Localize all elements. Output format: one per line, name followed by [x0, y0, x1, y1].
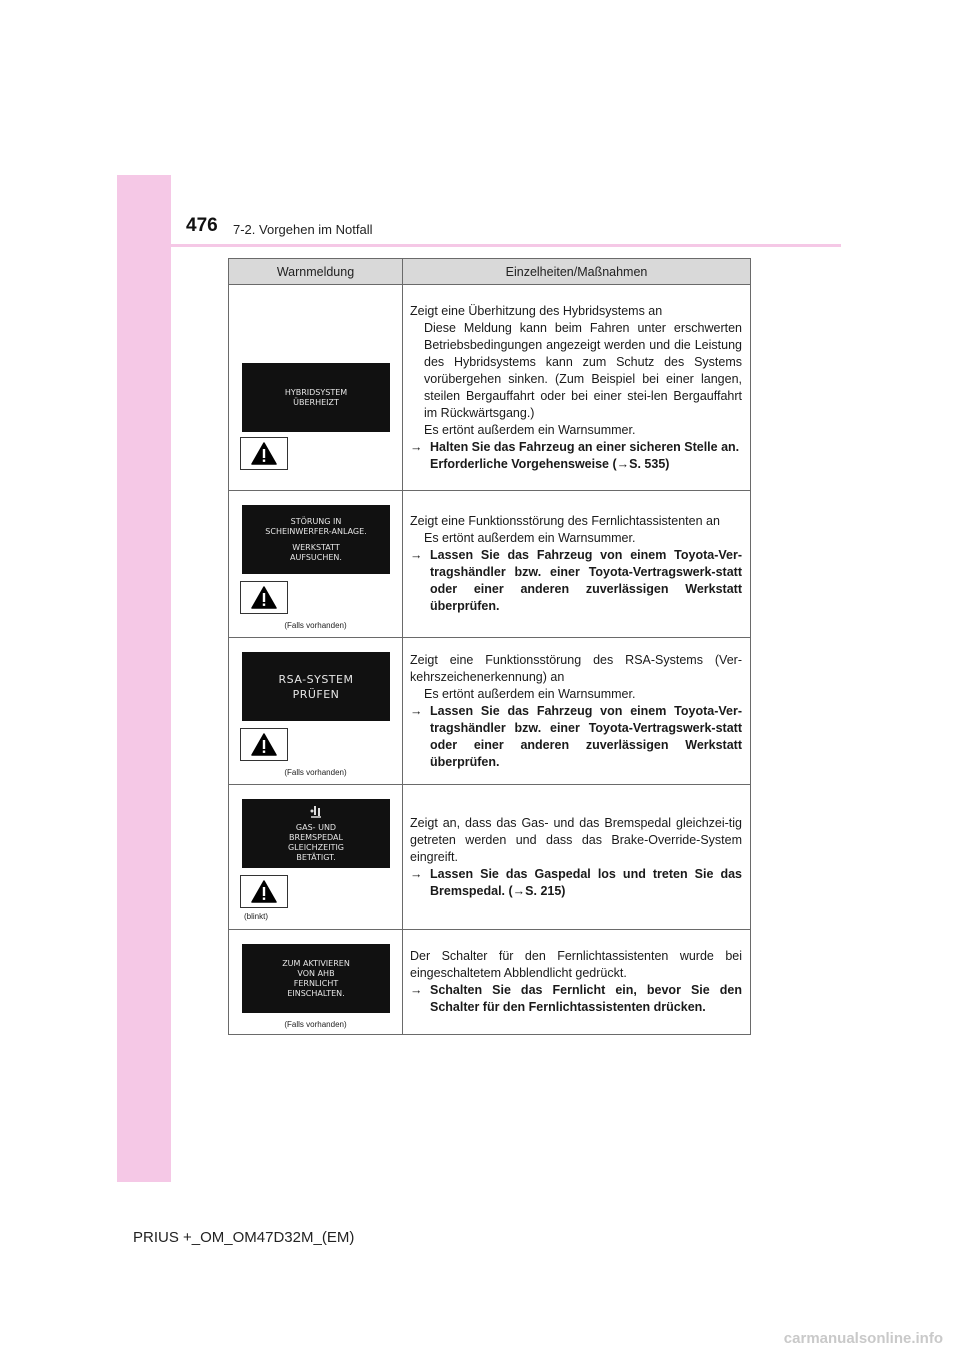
pedal-icon	[309, 805, 323, 820]
detail-text: Diese Meldung kann beim Fahren unter erschwerten Betriebsbedingungen angezeigt werden und die Leistung des Hybridsystems kann zum Schutz des Systems vorübergehen sinken. (Zum Beispiel bei einer langen, steilen Bergauffahrt oder bei einer stei-len Bergauffahrt im Rückwärtsgang.)	[424, 320, 742, 420]
display-screen	[242, 944, 390, 1013]
detail-action	[410, 547, 742, 615]
screen-text: GLEICHZEITIG	[287, 842, 344, 852]
section-title: 7-2. Vorgehen im Notfall	[233, 222, 373, 237]
table-row	[229, 285, 751, 491]
screen-text: VON AHB	[297, 968, 335, 978]
detail-intro: Zeigt eine Funktionsstörung des RSA-Systems (Ver-kehrszeichenerkennung) an	[410, 652, 742, 684]
warning-table	[228, 258, 751, 1035]
warning-triangle-icon	[240, 581, 288, 614]
screen-text: AUFSUCHEN.	[290, 552, 342, 562]
document-code: PRIUS +_OM_OM47D32M_(EM)	[133, 1229, 355, 1246]
screen-text: SCHEINWERFER-ANLAGE.	[265, 526, 367, 536]
screen-text: GAS- UND	[295, 822, 337, 832]
screen-text: BETÄTIGT.	[296, 852, 336, 862]
detail-sound: Es ertönt außerdem ein Warnsummer.	[424, 531, 636, 545]
availability-note: (Falls vorhanden)	[284, 621, 347, 630]
display-screen	[242, 363, 390, 432]
screen-text: EINSCHALTEN.	[287, 988, 345, 998]
action-text: Lassen Sie das Fahrzeug von einem Toyota-Ver-tragshändler bzw. einer Toyota-Vertragswerk-statt oder einer anderen zuverlässigen Werkstatt überprüfen.	[430, 548, 742, 613]
warning-triangle-icon	[240, 728, 288, 761]
screen-text: HYBRIDSYSTEM	[284, 387, 348, 397]
screen-text: STÖRUNG IN	[290, 516, 342, 526]
table-header-row	[229, 259, 751, 285]
warning-image-cell	[229, 785, 403, 930]
blink-note: (blinkt)	[244, 912, 269, 921]
page-number: 476	[186, 215, 218, 236]
warning-image-cell	[229, 930, 403, 1035]
arrow-icon: →	[410, 866, 423, 881]
availability-note: (Falls vorhanden)	[284, 768, 347, 777]
detail-action	[410, 866, 742, 900]
arrow-icon: →	[410, 983, 423, 997]
warning-image-cell	[229, 285, 403, 491]
screen-text: ZUM AKTIVIEREN	[282, 958, 350, 968]
screen-text: RSA-SYSTEM	[278, 672, 354, 686]
screen-text: BREMSPEDAL	[289, 832, 343, 842]
details-cell	[403, 491, 751, 638]
display-screen	[242, 799, 390, 868]
action-text: Lassen Sie das Fahrzeug von einem Toyota-Ver-tragshändler bzw. einer Toyota-Vertragswerk-statt oder einer anderen zuverlässigen Werkstatt überprüfen.	[430, 703, 742, 769]
detail-action	[410, 703, 742, 771]
detail-action	[410, 439, 742, 473]
detail-sound: Es ertönt außerdem ein Warnsummer.	[424, 422, 636, 437]
watermark: carmanualsonline.info	[783, 1330, 943, 1347]
action-text: Halten Sie das Fahrzeug an einer sicheren Stelle an.	[430, 439, 740, 454]
detail-sound: Es ertönt außerdem ein Warnsummer.	[424, 686, 636, 701]
warning-image-cell	[229, 491, 403, 638]
detail-intro: Zeigt an, dass das Gas- und das Bremspedal gleichzei-tig getreten werden und dass das Brake-Override-System eingreift.	[410, 815, 742, 864]
side-accent-bar	[117, 175, 171, 1182]
detail-action	[410, 982, 742, 1016]
detail-intro: Zeigt eine Funktionsstörung des Fernlichtassistenten an	[410, 514, 720, 528]
warning-image-cell	[229, 638, 403, 785]
warning-triangle-icon	[240, 875, 288, 908]
warning-triangle-icon	[240, 437, 288, 470]
details-cell	[403, 930, 751, 1035]
screen-text: FERNLICHT	[293, 978, 339, 988]
details-cell	[403, 285, 751, 491]
table-row	[229, 638, 751, 785]
table-row	[229, 930, 751, 1035]
screen-text: WERKSTATT	[292, 542, 340, 552]
availability-note: (Falls vorhanden)	[284, 1020, 347, 1029]
detail-intro: Der Schalter für den Fernlichtassistenten wurde bei eingeschaltetem Abblendlicht gedrückt.	[410, 949, 742, 980]
display-screen	[242, 652, 390, 721]
arrow-icon: →	[410, 703, 423, 718]
details-cell	[403, 638, 751, 785]
details-cell	[403, 785, 751, 930]
table-row	[229, 785, 751, 930]
arrow-icon: →	[410, 548, 423, 562]
column-header-details: Einzelheiten/Maßnahmen	[403, 259, 751, 285]
display-screen	[242, 505, 390, 574]
arrow-icon: →	[410, 439, 423, 454]
header-rule	[117, 244, 841, 247]
screen-text: ÜBERHEIZT	[293, 397, 339, 407]
action-text: Lassen Sie das Gaspedal los und treten Sie das Bremspedal. (→S. 215)	[430, 866, 742, 898]
detail-intro: Zeigt eine Überhitzung des Hybridsystems an	[410, 303, 663, 318]
column-header-warning: Warnmeldung	[229, 259, 403, 285]
action-text: Schalten Sie das Fernlicht ein, bevor Sie den Schalter für den Fernlichtassistenten drücken.	[430, 983, 742, 1014]
table-row	[229, 491, 751, 638]
action-reference: Erforderliche Vorgehensweise (→S. 535)	[430, 456, 670, 471]
screen-text: PRÜFEN	[292, 687, 340, 701]
